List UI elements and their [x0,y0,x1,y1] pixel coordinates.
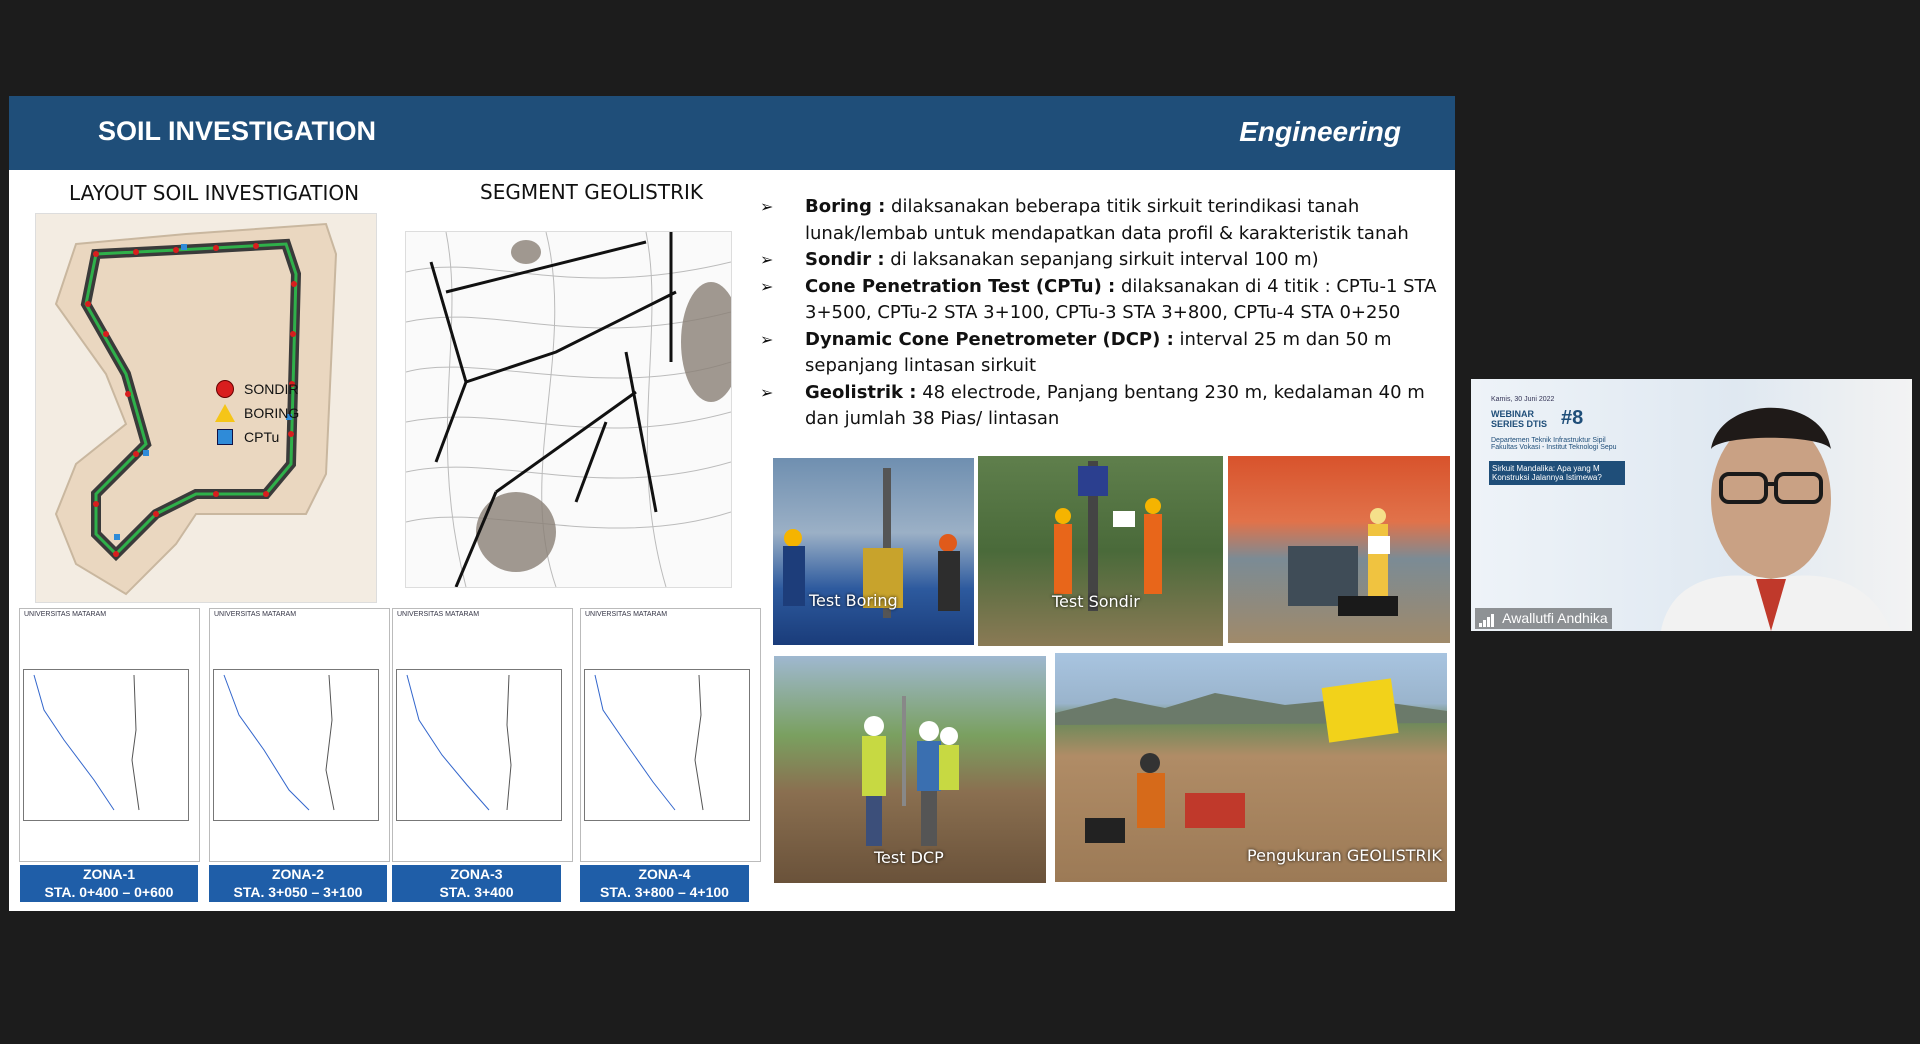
participant-name-tag: Awallutfi Andhika [1475,608,1612,629]
arrow-icon: ➢ [760,276,774,296]
report-chart-2 [213,669,379,821]
photo-test-boring [773,458,974,645]
map-legend [214,377,299,449]
report-sheet-1: UNIVERSITAS MATARAM [19,608,200,862]
circuit-track-drawing [36,214,376,602]
banner-topic: Sirkuit Mandalika: Apa yang M Konstruksi Jalannya Istimewa? [1489,461,1625,485]
report-sheet-2: UNIVERSITAS MATARAM [209,608,390,862]
zone-label-1: ZONA-1 STA. 0+400 – 0+600 [20,865,198,902]
bullet-sondir: ➢ Sondir : di laksanakan sepanjang sirkuit interval 100 m) [760,247,1440,274]
sondir-rig-drawing [978,456,1223,646]
legend-item-cptu: CPTu [214,425,299,449]
bullet-geolistrik: ➢ Geolistrik : 48 electrode, Panjang bentang 230 m, kedalaman 40 m dan jumlah 38 Pias/ lintasan [760,380,1440,433]
photo-label-sondir: Test Sondir [1052,592,1140,611]
arrow-icon: ➢ [760,197,774,216]
legend-item-sondir: SONDIR [214,377,299,401]
legend-item-boring: BORING [214,401,299,425]
report-sheet-4: UNIVERSITAS MATARAM [580,608,761,862]
circuit-layout-map [35,213,377,603]
slide-title: SOIL INVESTIGATION [98,116,377,146]
zone-label-4: ZONA-4 STA. 3+800 – 4+100 [580,865,749,902]
boring-rig-drawing [773,458,974,645]
banner-date: Kamis, 30 Juni 2022 [1491,396,1555,403]
arrow-icon: ➢ [760,250,774,269]
layout-heading: LAYOUT SOIL INVESTIGATION [69,181,360,205]
zone-label-2: ZONA-2 STA. 3+050 – 3+100 [209,865,387,902]
report-chart-3 [396,669,562,821]
banner-dept: Departemen Teknik Infrastruktur Sipil Fakultas Vokasi - Institut Teknologi Sepu [1491,437,1617,451]
photo-label-geolistrik: Pengukuran GEOLISTRIK [1247,846,1442,865]
presentation-slide [9,96,1455,911]
geolistrik-lines-drawing [406,232,731,587]
slide-header [9,96,1455,170]
photo-test-sondir [978,456,1223,646]
participant-person [1621,379,1912,631]
photo-label-dcp: Test DCP [874,848,944,867]
zone-label-3: ZONA-3 STA. 3+400 [392,865,561,902]
photo-test-dcp [774,656,1046,883]
bullet-dcp: ➢ Dynamic Cone Penetrometer (DCP) : interval 25 m dan 50 m sepanjang lintasan sirkuit [760,327,1440,380]
report-chart-4 [584,669,750,821]
bullet-boring: ➢ Boring : dilaksanakan beberapa titik sirkuit terindikasi tanah lunak/lembab untuk mendapatkan data profil & karakteristik tanah [760,194,1440,247]
yellow-triangle-icon [214,403,236,423]
slide-tag: Engineering [1239,116,1401,147]
blue-square-icon [214,427,236,447]
cptu-truck-drawing [1228,456,1450,643]
signal-strength-icon [1479,611,1495,627]
report-sheet-3: UNIVERSITAS MATARAM [392,608,573,862]
arrow-icon: ➢ [760,382,774,402]
report-chart-1 [23,669,189,821]
arrow-icon: ➢ [760,329,774,349]
photo-label-boring: Test Boring [809,591,898,610]
red-circle-icon [214,379,236,399]
segment-heading: SEGMENT GEOLISTRIK [480,180,703,204]
banner-number: #8 [1561,407,1584,429]
geolistrik-segment-map [405,231,732,588]
photo-geolistrik [1055,653,1447,882]
participant-video-tile[interactable] [1471,379,1912,631]
banner-series: WEBINAR SERIES DTIS [1491,409,1548,429]
photo-test-cptu [1228,456,1450,643]
bullet-cptu: ➢ Cone Penetration Test (CPTu) : dilaksanakan di 4 titik : CPTu-1 STA 3+500, CPTu-2 STA 3+100, CPTu-3 STA 3+800, CPTu-4 STA 0+250 [760,274,1440,327]
method-bullet-list [760,194,1440,433]
